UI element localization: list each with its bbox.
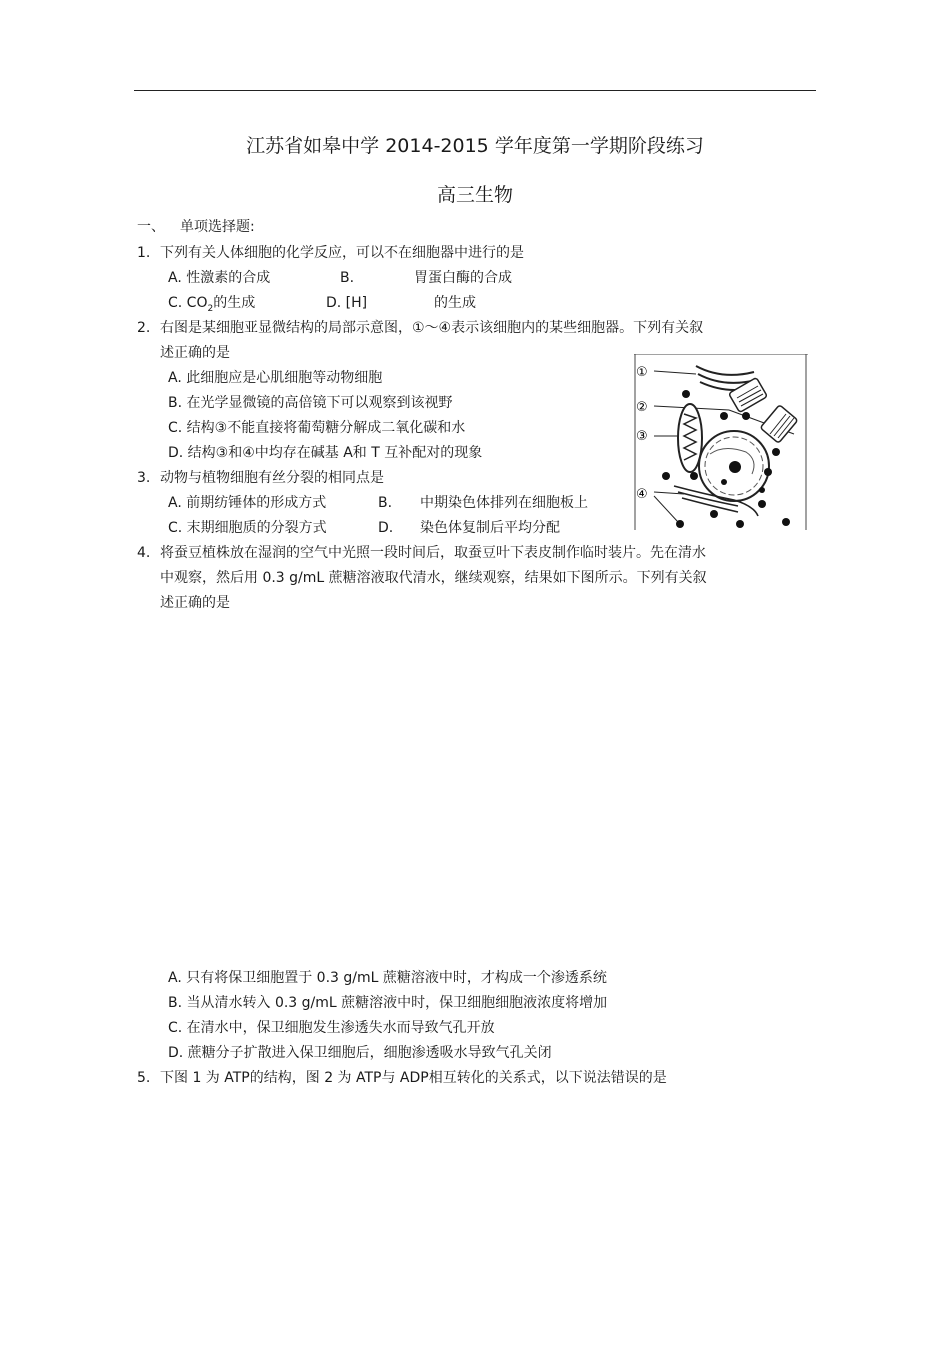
q2-stem-line1: 右图是某细胞亚显微结构的局部示意图，①～④表示该细胞内的某些细胞器。下列有关叙 [160, 320, 704, 336]
label-3: ③ [636, 429, 648, 444]
q4-option-c: C. 在清水中，保卫细胞发生渗透失水而导致气孔开放 [168, 1020, 495, 1036]
cell-diagram [634, 354, 808, 530]
q5-stem: 下图 1 为 ATP的结构，图 2 为 ATP与 ADP相互转化的关系式，以下说法错误的是 [160, 1070, 667, 1086]
label-4: ④ [636, 487, 648, 502]
label-1: ① [636, 365, 648, 380]
q2-option-a: A. 此细胞应是心肌细胞等动物细胞 [168, 370, 383, 386]
q1-number: 1. [137, 245, 151, 261]
q4-option-a: A. 只有将保卫细胞置于 0.3 g/mL 蔗糖溶液中时，才构成一个渗透系统 [168, 970, 607, 986]
q2-number: 2. [137, 320, 151, 336]
q4-number: 4. [137, 545, 151, 561]
q1-option-c: C. $CO_2$的生成 [168, 295, 256, 314]
q3-option-d: 染色体复制后平均分配 [420, 520, 560, 536]
q2-stem-line2: 述正确的是 [160, 345, 230, 361]
page-title: 江苏省如皋中学 2014-2015 学年度第一学期阶段练习 [246, 135, 704, 157]
q1-stem: 下列有关人体细胞的化学反应，可以不在细胞器中进行的是 [160, 245, 524, 261]
q4-option-d: D. 蔗糖分子扩散进入保卫细胞后，细胞渗透吸水导致气孔关闭 [168, 1045, 552, 1061]
q3-stem: 动物与植物细胞有丝分裂的相同点是 [160, 470, 384, 486]
q2-option-b: B. 在光学显微镜的高倍镜下可以观察到该视野 [168, 395, 453, 411]
q1-option-d-key: D. [H] [326, 295, 368, 311]
section-title: 单项选择题: [180, 219, 255, 235]
q1-option-b-key: B. [340, 270, 355, 286]
q3-option-d-key: D. [378, 520, 394, 536]
q3-option-b-key: B. [378, 495, 393, 511]
label-2: ② [636, 400, 648, 415]
q3-option-c: C. 末期细胞质的分裂方式 [168, 520, 327, 536]
q4-option-b: B. 当从清水转入 0.3 g/mL 蔗糖溶液中时，保卫细胞细胞液浓度将增加 [168, 995, 608, 1011]
q2-option-c: C. 结构③不能直接将葡萄糖分解成二氧化碳和水 [168, 420, 466, 436]
q1-option-b: 胃蛋白酶的合成 [414, 270, 512, 286]
q3-option-b: 中期染色体排列在细胞板上 [420, 495, 588, 511]
q3-option-a: A. 前期纺锤体的形成方式 [168, 495, 327, 511]
q5-number: 5. [137, 1070, 151, 1086]
q1-option-a: A. 性激素的合成 [168, 270, 271, 286]
page-subtitle: 高三生物 [436, 184, 513, 206]
q4-stem-line2: 中观察，然后用 0.3 g/mL 蔗糖溶液取代清水，继续观察，结果如下图所示。下列有关叙 [160, 570, 707, 586]
q1-option-d: 的生成 [434, 295, 476, 311]
q4-stem-line1: 将蚕豆植株放在湿润的空气中光照一段时间后，取蚕豆叶下表皮制作临时装片。先在清水 [160, 545, 706, 561]
q4-stem-line3: 述正确的是 [160, 595, 230, 611]
section-index: 一、 [137, 219, 165, 235]
header-rule [134, 90, 816, 91]
q2-option-d: D. 结构③和④中均存在碱基 A和 T 互补配对的现象 [168, 445, 483, 461]
q3-number: 3. [137, 470, 151, 486]
